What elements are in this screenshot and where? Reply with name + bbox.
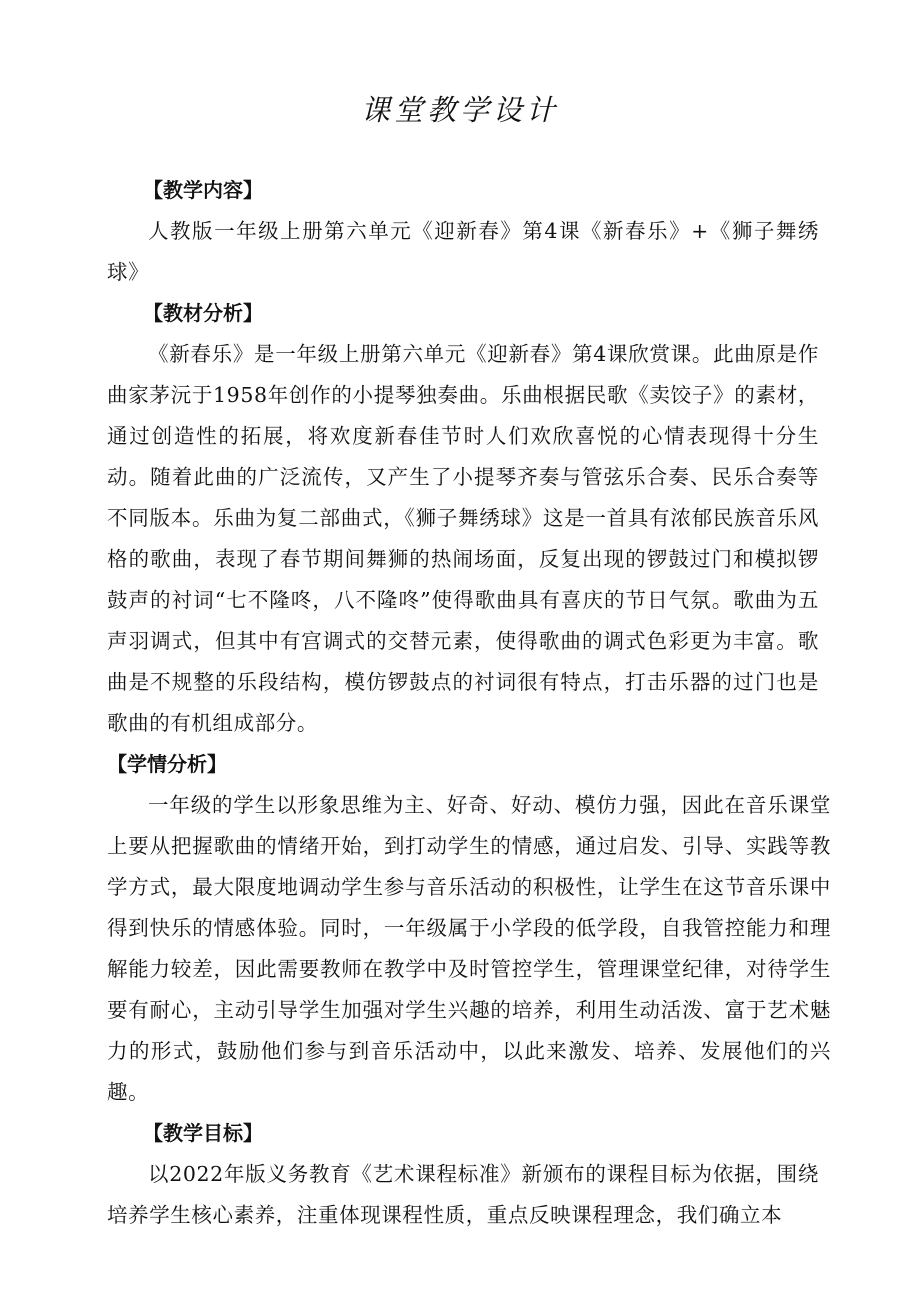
paragraph-student-analysis: 一年级的学生以形象思维为主、好奇、好动、模仿力强，因此在音乐课堂上要从把握歌曲的情绪开始，到打动学生的情感，通过启发、引导、实践等教学方式，最大限度地调动学生参与音乐活动的积极性，让学生在这节音乐课中得到快乐的情感体验。同时，一年级属于小学段的低学段，自我管控能力和理解能力较差，因此需要教师在教学中及时管控学生，管理课堂纪律，对待学生要有耐心，主动引导学生加强对学生兴趣的培养，利用生动活泼、富于艺术魅力的形式，鼓励他们参与到音乐活动中，以此来激发、培养、发展他们的兴趣。 [107,793,831,1104]
heading-teaching-goals: 【教学目标】 [143,1121,263,1145]
heading-teaching-content: 【教学内容】 [143,178,263,202]
heading-material-analysis: 【教材分析】 [143,301,263,325]
paragraph-teaching-content: 人教版一年级上册第六单元《迎新春》第4课《新春乐》+《狮子舞绣球》 [107,219,819,284]
document-title: 课堂教学设计 [360,93,559,127]
document-body [107,170,831,1236]
paragraph-material-analysis: 《新春乐》是一年级上册第六单元《迎新春》第4课欣赏课。此曲原是作曲家茅沅于1958年创作的小提琴独奏曲。乐曲根据民歌《卖饺子》的素材，通过创造性的拓展，将欢度新春佳节时人们欢欣喜悦的心情表现得十分生动。随着此曲的广泛流传，又产生了小提琴齐奏与管弦乐合奏、民乐合奏等不同版本。乐曲为复二部曲式，《狮子舞绣球》这是一首具有浓郁民族音乐风格的歌曲，表现了春节期间舞狮的热闹场面，反复出现的锣鼓过门和模拟锣鼓声的衬词“七不隆咚，八不隆咚”使得歌曲具有喜庆的节日气氛。歌曲为五声羽调式，但其中有宫调式的交替元素，使得歌曲的调式色彩更为丰富。歌曲是不规整的乐段结构，模仿锣鼓点的衬词很有特点，打击乐器的过门也是歌曲的有机组成部分。 [107,342,819,735]
heading-student-analysis: 【学情分析】 [107,752,227,776]
paragraph-teaching-goals: 以2022年版义务教育《艺术课程标准》新颁布的课程目标为依据，围绕培养学生核心素养，注重体现课程性质，重点反映课程理念，我们确立本 [107,1162,819,1227]
